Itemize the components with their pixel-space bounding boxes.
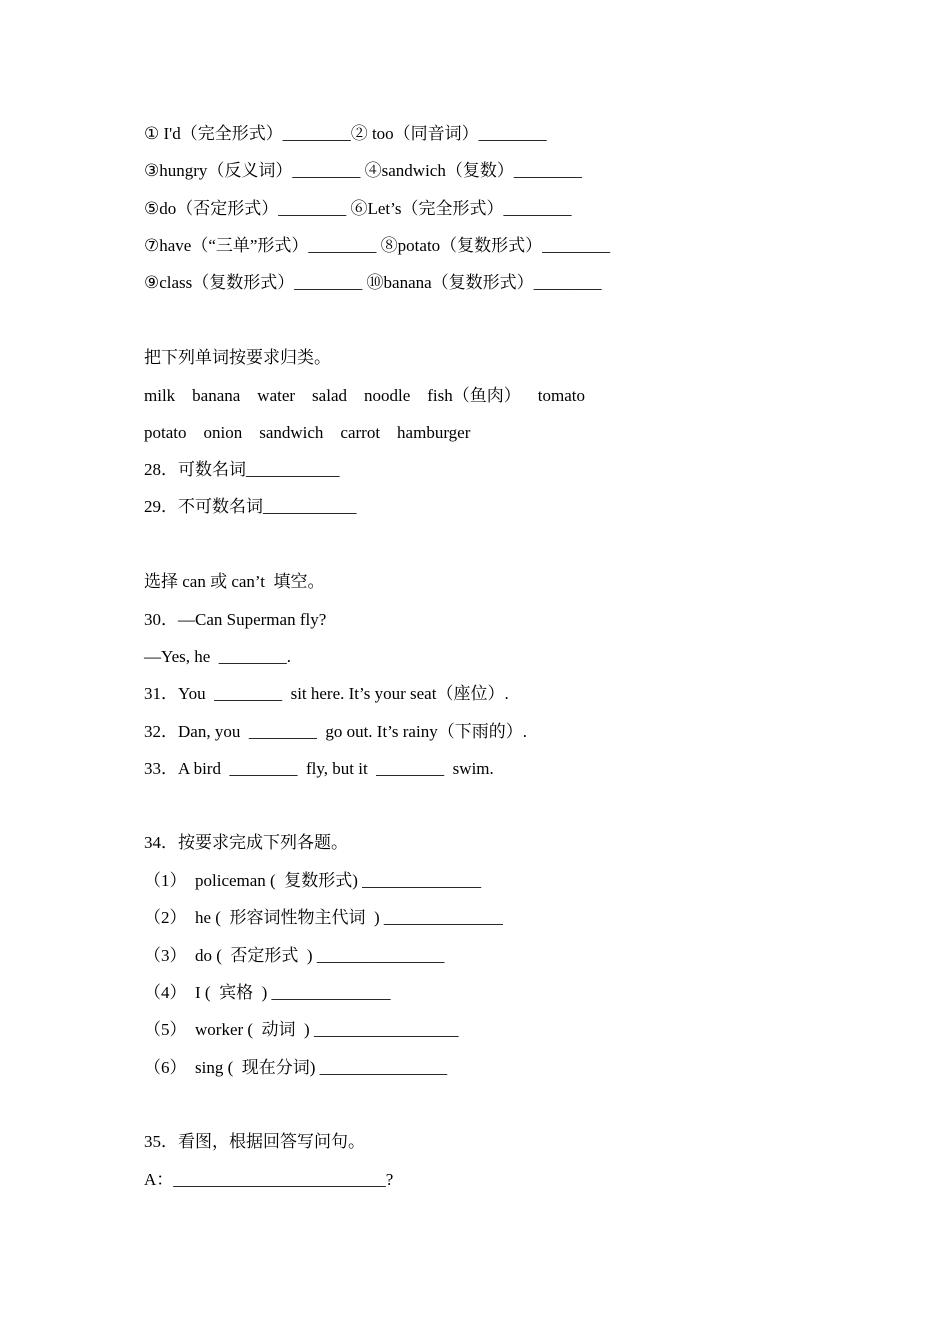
question-35-line-a: A：_________________________? bbox=[144, 1170, 394, 1189]
word-forms-line-4: ⑦have（“三单”形式）________ ⑧potato（复数形式）________ bbox=[144, 236, 611, 255]
question-35-instruction: 35．看图，根据回答写问句。 bbox=[144, 1132, 365, 1151]
question-34-item-4: （4） I ( 宾格 ) ______________ bbox=[144, 983, 391, 1002]
word-forms-line-2: ③hungry（反义词）________ ④sandwich（复数）________ bbox=[144, 161, 582, 180]
word-forms-line-3: ⑤do（否定形式）________ ⑥Let’s（完全形式）________ bbox=[144, 199, 572, 218]
question-32: 32．Dan, you ________ go out. It’s rainy（下雨的）. bbox=[144, 722, 527, 741]
question-33: 33．A bird ________ fly, but it ________ swim. bbox=[144, 759, 494, 778]
question-34-item-6: （6） sing ( 现在分词) _______________ bbox=[144, 1058, 448, 1077]
question-34-instruction: 34．按要求完成下列各题。 bbox=[144, 833, 348, 852]
question-28: 28．可数名词___________ bbox=[144, 460, 340, 479]
question-34-item-2: （2） he ( 形容词性物主代词 ) ______________ bbox=[144, 908, 503, 927]
question-34-item-5: （5） worker ( 动词 ) _________________ bbox=[144, 1020, 459, 1039]
word-forms-line-5: ⑨class（复数形式）________ ⑩banana（复数形式）________ bbox=[144, 273, 602, 292]
question-30-a: 30．—Can Superman fly? bbox=[144, 610, 327, 629]
question-34-item-3: （3） do ( 否定形式 ) _______________ bbox=[144, 946, 445, 965]
question-31: 31．You ________ sit here. It’s your seat（座位）. bbox=[144, 684, 509, 703]
question-30-b: —Yes, he ________. bbox=[144, 647, 292, 666]
classify-words-line-1: milk banana water salad noodle fish（鱼肉） tomato bbox=[144, 386, 585, 405]
question-34-item-1: （1） policeman ( 复数形式) ______________ bbox=[144, 871, 482, 890]
classify-words-line-2: potato onion sandwich carrot hamburger bbox=[144, 423, 471, 442]
classify-instruction: 把下列单词按要求归类。 bbox=[144, 348, 331, 367]
word-forms-line-1: ① I'd（完全形式）________② too（同音词）________ bbox=[144, 124, 547, 143]
question-29: 29．不可数名词___________ bbox=[144, 497, 357, 516]
can-instruction: 选择 can 或 can’t 填空。 bbox=[144, 572, 325, 591]
